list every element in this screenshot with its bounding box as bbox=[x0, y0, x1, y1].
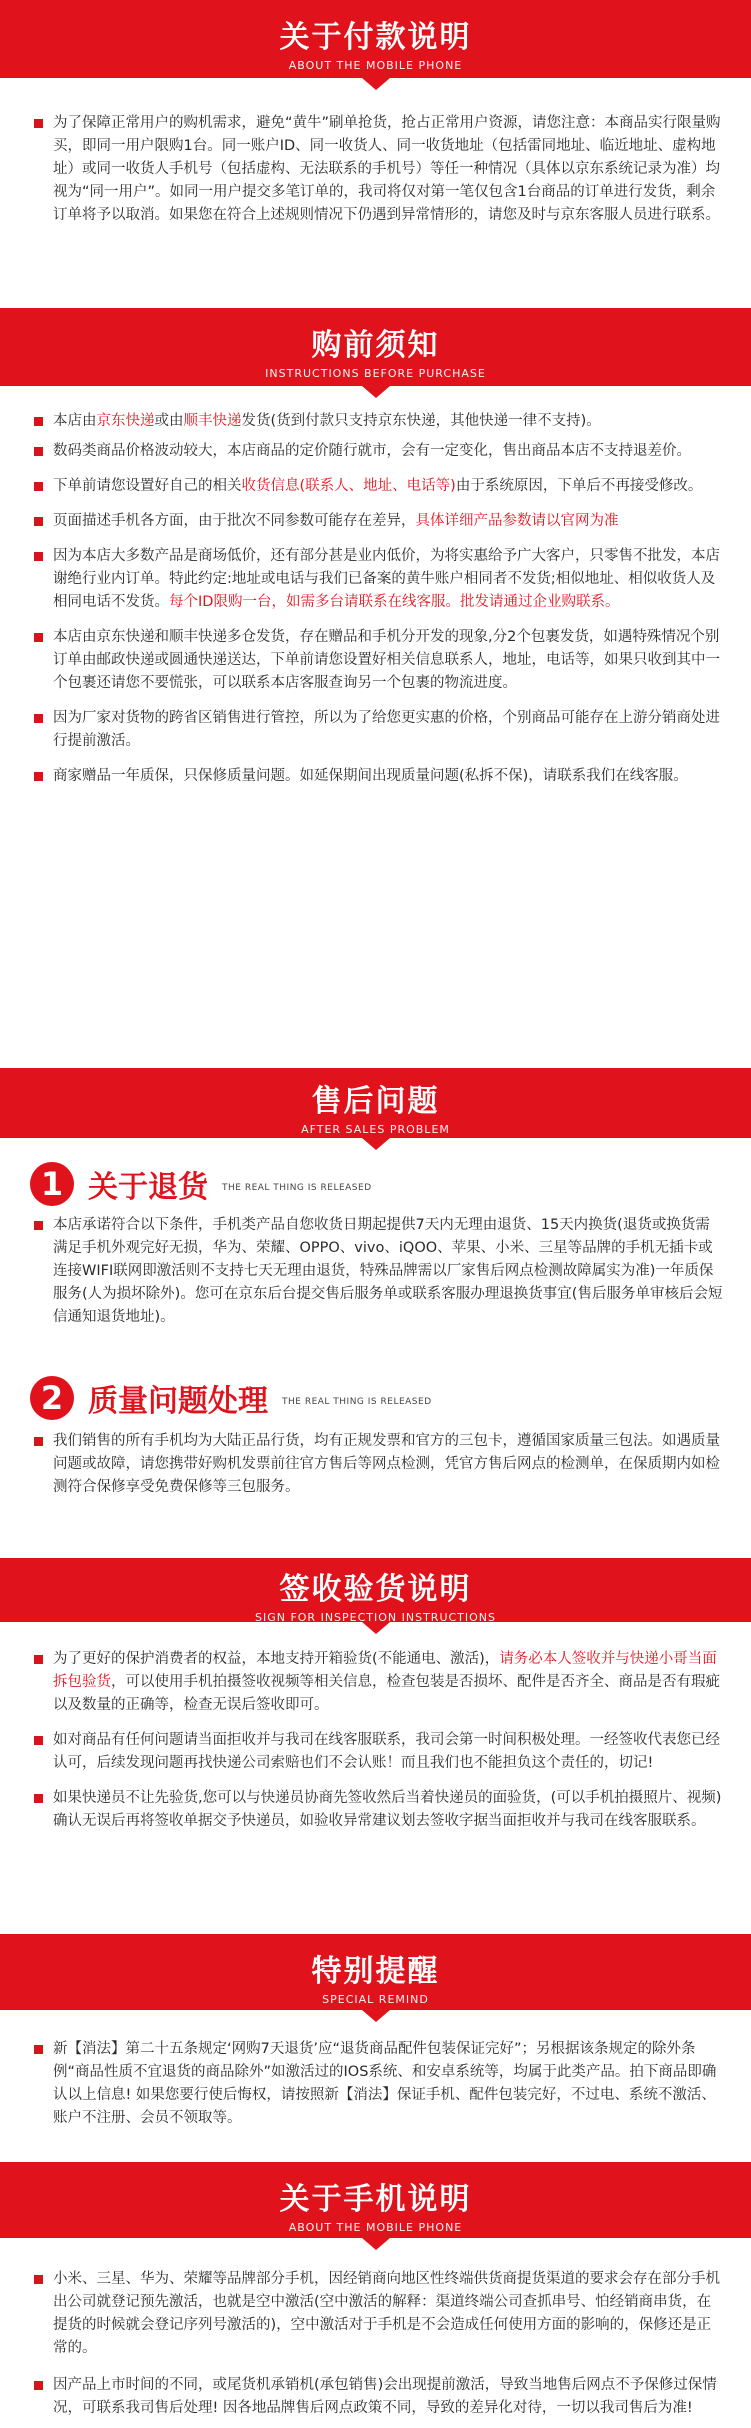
section-banner-payment bbox=[0, 0, 751, 78]
sf-express-text: 顺丰快递 bbox=[183, 413, 242, 429]
payment-body bbox=[0, 78, 751, 308]
section-title: 签收验货说明 bbox=[279, 1572, 472, 1607]
item-text: 因为厂家对货物的跨省区销售进行管控，所以为了给您更实惠的价格，个别商品可能存在上游分销商处进行提前激活。 bbox=[53, 710, 720, 749]
bullet-icon bbox=[34, 119, 43, 128]
bullet-icon bbox=[34, 1655, 43, 1664]
section-subtitle: SPECIAL REMIND bbox=[322, 1993, 429, 2006]
payment-text: 为了保障正常用户的购机需求，避免“黄牛”刷单抢货，抢占正常用户资源，请您注意：本商品实行限量购买，即同一用户限购1台。同一账户ID、同一收货人、同一收货地址（包括雷同地址、临近地址、虚构地址）或同一收货人手机号（包括虚构、无法联系的手机号）等任一种情况（具体以京东系统记录为准）均视为“同一用户”。如同一用户提交多笔订单的，我司将仅对第一笔仅包含1台商品的订单进行发货，剩余订单将予以取消。如果您在符合上述规则情况下仍遇到异常情形的，请您及时与京东客服人员进行联系。 bbox=[53, 115, 721, 223]
bullet-icon bbox=[34, 482, 43, 491]
text-run: 本店由 bbox=[53, 413, 97, 429]
number-badge: 1 bbox=[30, 1162, 74, 1206]
list-item bbox=[34, 545, 723, 614]
list-item bbox=[34, 1729, 723, 1775]
item-text bbox=[53, 475, 723, 498]
text-run: 下单前请您设置好自己的相关 bbox=[53, 478, 242, 494]
text-run: 因为本店大多数产品是商场低价，还有部分甚是业内低价，为将实惠给予广大客户，只零售不批发，本店谢绝行业内订单。特此约定:地址或电话与我们已备案的黄牛账户相同者不发货;相似地址、相似收货人及相同电话不发货。 bbox=[53, 548, 720, 610]
banner-pointer bbox=[362, 1138, 390, 1150]
list-item bbox=[34, 707, 723, 753]
bullet-icon bbox=[34, 2045, 43, 2054]
list-item bbox=[34, 510, 723, 533]
banner-pointer bbox=[362, 78, 390, 90]
inspection-body bbox=[0, 1622, 751, 1934]
bullet-icon bbox=[34, 1221, 43, 1230]
item-text bbox=[53, 1648, 723, 1717]
subsection-title: 质量问题处理 bbox=[88, 1384, 268, 1419]
section-title: 特别提醒 bbox=[311, 1954, 440, 1989]
text-run: 发货(货到付款只支持京东快递，其他快递一律不支持)。 bbox=[241, 413, 601, 429]
section-subtitle: ABOUT THE MOBILE PHONE bbox=[288, 59, 463, 72]
item-text: 本店由京东快递和顺丰快递多仓发货，存在赠品和手机分开发的现象,分2个包裹发货，如遇特殊情况个别订单由邮政快递或圆通快递送达，下单前请您设置好相关信息联系人，地址，电话等，如果只收到其中一个包裹还请您不要慌张，可以联系本店客服查询另一个包裹的物流进度。 bbox=[53, 629, 720, 691]
bullet-icon bbox=[34, 633, 43, 642]
list-item bbox=[34, 626, 723, 695]
bullet-icon bbox=[34, 1437, 43, 1446]
text-run: 由于系统原因，下单后不再接受修改。 bbox=[455, 478, 703, 494]
section-subtitle: AFTER SALES PROBLEM bbox=[301, 1123, 450, 1136]
section-title: 购前须知 bbox=[311, 328, 440, 363]
highlight-text: 请务必本人签收并与快递小哥当面拆包验货 bbox=[53, 1651, 717, 1690]
bullet-icon bbox=[34, 552, 43, 561]
item-text: 如对商品有任何问题请当面拒收并与我司在线客服联系，我司会第一时间积极处理。一经签收代表您已经认可，后续发现问题再找快递公司索赔也们不会认账！而且我们也不能担负这个责任的，切记! bbox=[53, 1732, 720, 1771]
subsection-title: 关于退货 bbox=[88, 1170, 208, 1205]
bullet-icon bbox=[34, 772, 43, 781]
list-item bbox=[34, 1648, 723, 1717]
banner-pointer bbox=[362, 2010, 390, 2022]
list-item bbox=[34, 765, 723, 788]
item-text bbox=[53, 545, 723, 614]
section-banner-phone bbox=[0, 2162, 751, 2238]
subsection-header-quality bbox=[0, 1376, 751, 1420]
list-item bbox=[34, 475, 723, 498]
highlight-text: 具体详细产品参数请以官网为准 bbox=[415, 513, 619, 529]
section-banner-after-sales bbox=[0, 1068, 751, 1138]
list-item bbox=[34, 1430, 723, 1499]
highlight-text: 收货信息(联系人、地址、电话等) bbox=[241, 478, 456, 494]
item-text: 如果快递员不让先验货,您可以与快递员协商先签收然后当着快递员的面验货，(可以手机拍摄照片、视频)确认无误后再将签收单据交予快递员，如验收异常建议划去签收字据当面拒收并与我司在线客服联系。 bbox=[53, 1790, 722, 1829]
quality-body bbox=[0, 1430, 751, 1499]
banner-pointer bbox=[362, 1622, 390, 1634]
item-text: 我们销售的所有手机均为大陆正品行货，均有正规发票和官方的三包卡，遵循国家质量三包法。如遇质量问题或故障，请您携带好购机发票前往官方售后等网点检测，凭官方售后网点的检测单，在保质期内如检测符合保修享受免费保修等三包服务。 bbox=[53, 1433, 720, 1495]
text-run: 为了更好的保护消费者的权益，本地支持开箱验货(不能通电、激活)， bbox=[53, 1651, 500, 1667]
section-banner-special-remind bbox=[0, 1934, 751, 2010]
section-banner-before-purchase bbox=[0, 308, 751, 386]
bullet-icon bbox=[34, 714, 43, 723]
bullet-icon bbox=[34, 2275, 43, 2284]
list-item bbox=[34, 2268, 723, 2360]
subsection-header-returns bbox=[0, 1162, 751, 1206]
jd-express-text: 京东快递 bbox=[96, 413, 155, 429]
list-item bbox=[34, 1787, 723, 1833]
bullet-icon bbox=[34, 2381, 43, 2390]
list-item bbox=[34, 410, 723, 433]
item-text bbox=[53, 410, 723, 433]
section-subtitle: INSTRUCTIONS BEFORE PURCHASE bbox=[265, 367, 486, 380]
banner-pointer bbox=[362, 2238, 390, 2250]
list-item bbox=[34, 440, 723, 463]
list-item bbox=[34, 2038, 723, 2130]
text-run: ，可以使用手机拍摄签收视频等相关信息，检查包装是否损坏、配件是否齐全、商品是否有瑕疵以及数量的正确等，检查无误后签收即可。 bbox=[53, 1674, 720, 1713]
bullet-icon bbox=[34, 1794, 43, 1803]
subsection-tag: THE REAL THING IS RELEASED bbox=[282, 1397, 432, 1407]
item-text: 因产品上市时间的不同，或尾货机承销机(承包销售)会出现提前激活，导致当地售后网点不予保修过保情况，可联系我司售后处理! 因各地品牌售后网点政策不同，导致的差异化对待，一切以我司售后为准! bbox=[53, 2377, 717, 2416]
item-text: 数码类商品价格波动较大，本店商品的定价随行就市，会有一定变化，售出商品本店不支持退差价。 bbox=[53, 443, 691, 459]
bullet-icon bbox=[34, 417, 43, 426]
number-badge: 2 bbox=[30, 1376, 74, 1420]
bullet-icon bbox=[34, 447, 43, 456]
section-title: 关于付款说明 bbox=[279, 20, 472, 55]
section-subtitle: SIGN FOR INSPECTION INSTRUCTIONS bbox=[254, 1611, 497, 1624]
highlight-text: 每个ID限购一台，如需多台请联系在线客服。批发请通过企业购联系。 bbox=[169, 594, 620, 610]
bullet-icon bbox=[34, 517, 43, 526]
list-item bbox=[34, 2374, 723, 2420]
section-title: 关于手机说明 bbox=[279, 2182, 472, 2217]
text-run: 页面描述手机各方面，由于批次不同参数可能存在差异， bbox=[53, 513, 416, 529]
section-banner-inspection bbox=[0, 1558, 751, 1622]
after-body bbox=[0, 1138, 751, 1558]
remind-body bbox=[0, 2010, 751, 2162]
returns-body bbox=[0, 1214, 751, 1364]
item-text: 新【消法】第二十五条规定‘网购7天退货’应“退货商品配件包装保证完好”；另根据该条规定的除外条例“商品性质不宜退货的商品除外”如激活过的IOS系统、和安卓系统等，均属于此类产品。拍下商品即确认以上信息! 如果您要行使后悔权，请按照新【消法】保证手机、配件包装完好，不过电、系统不激活、账户不注册、会员不领取等。 bbox=[53, 2041, 717, 2126]
bullet-icon bbox=[34, 1736, 43, 1745]
section-title: 售后问题 bbox=[311, 1084, 440, 1119]
list-item bbox=[34, 1214, 723, 1329]
item-text: 小米、三星、华为、荣耀等品牌部分手机，因经销商向地区性终端供货商提货渠道的要求会存在部分手机出公司就登记预先激活，也就是空中激活(空中激活的解释：渠道终端公司查抓串号、怕经销商串货，在提货的时候就会登记序列号激活的)，空中激活对于手机是不会造成任何使用方面的影响的，保修还是正常的。 bbox=[53, 2271, 720, 2356]
banner-pointer bbox=[362, 386, 390, 398]
section-subtitle: ABOUT THE MOBILE PHONE bbox=[288, 2221, 463, 2234]
phone-body bbox=[0, 2238, 751, 2428]
item-text bbox=[53, 510, 723, 533]
subsection-tag: THE REAL THING IS RELEASED bbox=[222, 1183, 372, 1193]
before-body bbox=[0, 386, 751, 1068]
item-text: 商家赠品一年质保，只保修质量问题。如延保期间出现质量问题(私拆不保)，请联系我们在线客服。 bbox=[53, 768, 688, 784]
text-run: 或由 bbox=[154, 413, 184, 429]
item-text: 本店承诺符合以下条件，手机类产品自您收货日期起提供7天内无理由退货、15天内换货(退货或换货需满足手机外观完好无损，华为、荣耀、OPPO、vivo、iQOO、苹果、小米、三星等品牌的手机无插卡或连接WIFI联网即激活则不支持七天无理由退货，特殊品牌需以厂家售后网点检测故障属实为准)一年质保服务(人为损坏除外)。您可在京东后台提交售后服务单或联系客服办理退换货事宜(售后服务单审核后会短信通知退货地址)。 bbox=[53, 1217, 723, 1325]
list-item bbox=[34, 112, 723, 227]
